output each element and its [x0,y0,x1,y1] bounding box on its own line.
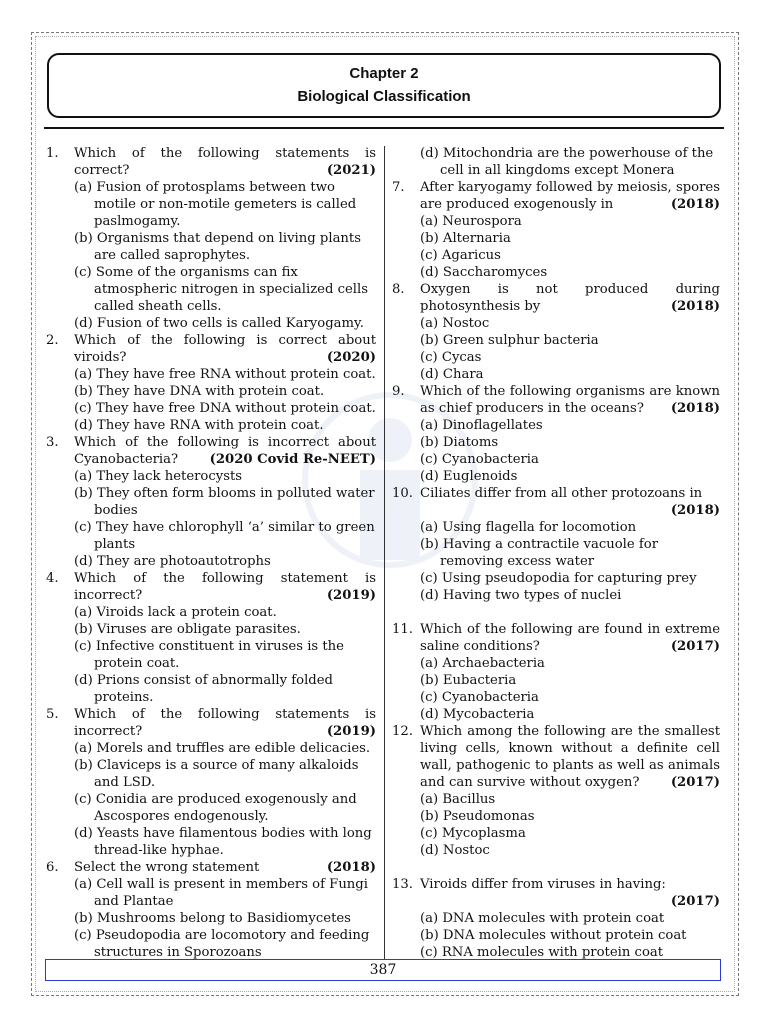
question-number: 5. [46,707,59,722]
question-number: 1. [46,146,59,161]
option: (d) Euglenoids [420,469,518,484]
question-8 [392,281,720,383]
question-year: (2019) [326,588,376,603]
option: (c) Cyanobacteria [420,452,539,467]
option: (c) Agaricus [420,248,501,263]
option: (d) Nostoc [420,843,490,858]
option: (a) DNA molecules with protein coat [420,911,665,926]
question-9 [392,383,720,485]
option: (d) Fusion of two cells is called Karyogamy. [74,316,364,331]
option: (b) Viruses are obligate parasites. [74,622,301,637]
option: (b) Organisms that depend on living plants are called saprophytes. [74,231,361,263]
question-year: (2017) [670,639,720,654]
spacer [392,604,720,621]
question-number: 10. [392,486,413,501]
option: (b) Eubacteria [420,673,517,688]
question-stem: Which of the following statement is incorrect? (2019) [74,571,376,603]
chapter-title: Biological Classification [297,88,471,105]
question-year: (2018) [326,860,376,875]
column-divider [384,146,385,960]
option: (c) Cycas [420,350,482,365]
question-number: 4. [46,571,59,586]
option: (c) Conidia are produced exogenously and Ascospores endogenously. [74,792,357,824]
option: (b) Pseudomonas [420,809,535,824]
option: (d) They have RNA with protein coat. [74,418,324,433]
option: (d) Mitochondria are the powerhouse of the cell in all kingdoms except Monera [420,146,714,178]
option: (a) Using flagella for locomotion [420,520,637,535]
question-stem: Which of the following statements is incorrect? (2019) [74,707,376,739]
question-stem: Which of the following is correct about viroids? (2020) [74,333,376,365]
option: (a) Cell wall is present in members of Fungi and Plantae [74,877,368,909]
option: (a) They have free RNA without protein coat. [74,367,376,382]
option: (b) Having a contractile vacuole for removing excess water [420,537,659,569]
question-number: 7. [392,180,405,195]
question-number: 3. [46,435,59,450]
question-12 [392,723,720,859]
option: (b) Diatoms [420,435,499,450]
chapter-header [47,53,721,118]
question-3 [46,434,376,570]
question-2 [46,332,376,434]
question-stem: Select the wrong statement (2018) [74,860,376,875]
question-6-continued [392,145,720,179]
chapter-number: Chapter 2 [349,65,419,82]
question-stem: Oxygen is not produced during photosynthesis by (2018) [420,282,720,314]
question-stem: Which of the following are found in extreme saline conditions? (2017) [420,622,720,654]
option: (d) Yeasts have filamentous bodies with long thread-like hyphae. [74,826,372,858]
question-number: 8. [392,282,405,297]
option: (a) They lack heterocysts [74,469,243,484]
question-stem: Which of the following organisms are known as chief producers in the oceans? (2018) [420,384,720,416]
question-year: (2020 Covid Re-NEET) [209,452,376,467]
question-11 [392,621,720,723]
page-number: 387 [369,962,397,978]
question-6 [46,859,376,961]
question-year: (2018) [670,197,720,212]
question-number: 2. [46,333,59,348]
option: (d) Having two types of nuclei [420,588,622,603]
question-stem: After karyogamy followed by meiosis, spores are produced exogenously in (2018) [420,180,720,212]
question-year: (2018) [670,401,720,416]
question-year: (2017) [670,775,720,790]
option: (c) RNA molecules with protein coat [420,945,664,960]
question-stem: Viroids differ from viruses in having: (2017) [420,877,720,909]
question-year: (2018) [670,299,720,314]
option: (c) Some of the organisms can fix atmospheric nitrogen in specialized cells called sheath cells. [74,265,368,314]
option: (b) Green sulphur bacteria [420,333,599,348]
spacer [392,859,720,876]
option: (d) Saccharomyces [420,265,548,280]
question-number: 9. [392,384,405,399]
question-stem: Which of the following is incorrect about Cyanobacteria? (2020 Covid Re-NEET) [74,435,376,467]
option: (a) Viroids lack a protein coat. [74,605,277,620]
option: (a) Nostoc [420,316,490,331]
option: (c) Cyanobacteria [420,690,539,705]
option: (b) They often form blooms in polluted water bodies [74,486,375,518]
question-number: 6. [46,860,59,875]
option: (c) They have chlorophyll ‘a’ similar to green plants [74,520,375,552]
question-5 [46,706,376,859]
question-7 [392,179,720,281]
question-1 [46,145,376,332]
option: (a) Neurospora [420,214,522,229]
option: (a) Fusion of protosplams between two motile or non-motile gemeters is called paslmogamy. [74,180,357,229]
question-year: (2021) [326,163,376,178]
question-year: (2018) [670,503,720,518]
option: (a) Bacillus [420,792,496,807]
question-number: 13. [392,877,413,892]
question-13 [392,876,720,961]
question-stem: Which of the following statements is correct? (2021) [74,146,376,178]
option: (b) DNA molecules without protein coat [420,928,687,943]
option: (c) Using pseudopodia for capturing prey [420,571,697,586]
right-column [392,145,720,961]
option: (a) Morels and truffles are edible delicacies. [74,741,371,756]
option: (b) Alternaria [420,231,511,246]
option: (d) Mycobacteria [420,707,535,722]
question-number: 11. [392,622,413,637]
header-rule [44,127,724,129]
option: (d) Prions consist of abnormally folded proteins. [74,673,333,705]
option: (c) Mycoplasma [420,826,526,841]
question-year: (2020) [326,350,376,365]
option: (a) Archaebacteria [420,656,545,671]
option: (b) They have DNA with protein coat. [74,384,325,399]
option: (b) Mushrooms belong to Basidiomycetes [74,911,351,926]
left-column [46,145,376,961]
option: (c) Pseudopodia are locomotory and feeding structures in Sporozoans [74,928,370,960]
question-4 [46,570,376,706]
question-stem: Which among the following are the smallest living cells, known without a definite cell wall, pathogenic to plants as well as animals and can survive without oxygen? (2017) [420,724,720,790]
question-year: (2017) [670,894,720,909]
page-footer [45,959,721,981]
question-number: 12. [392,724,413,739]
option: (a) Dinoflagellates [420,418,543,433]
option: (c) They have free DNA without protein coat. [74,401,376,416]
option: (b) Claviceps is a source of many alkaloids and LSD. [74,758,359,790]
option: (c) Infective constituent in viruses is the protein coat. [74,639,344,671]
option: (d) They are photoautotrophs [74,554,271,569]
question-year: (2019) [326,724,376,739]
question-stem: Ciliates differ from all other protozoans in (2018) [420,486,720,518]
question-10 [392,485,720,604]
option: (d) Chara [420,367,484,382]
